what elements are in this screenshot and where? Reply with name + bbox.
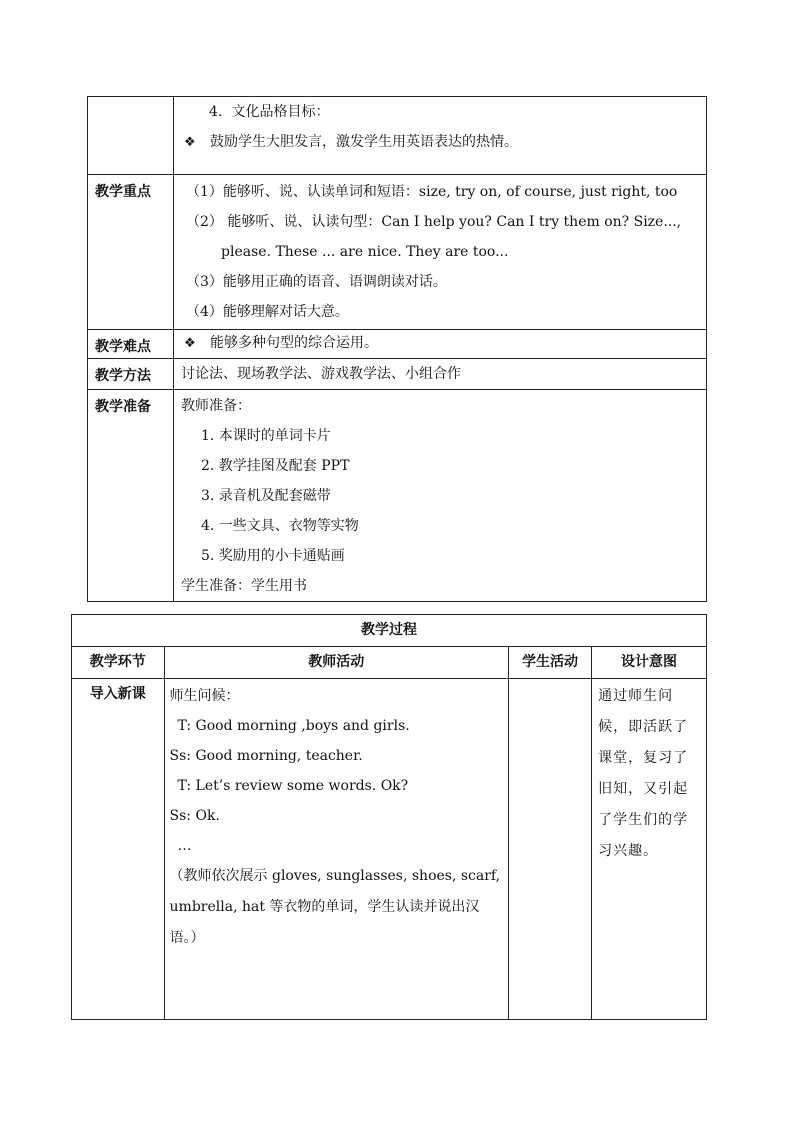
methods-row [88, 359, 707, 390]
table-row [72, 679, 707, 1020]
methods-label: 教学方法 [88, 359, 174, 390]
teacher-line: Ss: Ok. [169, 808, 220, 824]
prep-item: 3. 录音机及配套磁带 [201, 488, 331, 504]
key-point-3: （3）能够用正确的语音、语调朗读对话。 [186, 274, 447, 290]
difficulties-row [88, 330, 707, 359]
methods-content: 讨论法、现场教学法、游戏教学法、小组合作 [174, 359, 707, 390]
prep-item: 4. 一些文具、衣物等实物 [201, 518, 359, 534]
stage-cell: 导入新课 [72, 679, 165, 1020]
goal4-label-cell [88, 97, 174, 175]
teacher-activity-cell [164, 679, 509, 1020]
teacher-line: T: Good morning ,boys and girls. [177, 718, 410, 734]
preparation-row [88, 390, 707, 602]
difficulties-label: 教学难点 [88, 330, 174, 359]
teacher-line: Ss: Good morning, teacher. [169, 748, 363, 764]
col-header-stage: 教学环节 [72, 647, 165, 679]
diamond-bullet-icon: ❖ [184, 336, 196, 351]
goal4-content [174, 97, 707, 175]
key-point-2-cont: please. These ... are nice. They are too... [221, 244, 509, 260]
col-header-teacher: 教师活动 [164, 647, 509, 679]
process-header-row [72, 647, 707, 679]
teacher-line: 师生问候： [169, 688, 240, 704]
goal4-heading: 4. 文化品格目标： [209, 104, 330, 120]
prep-item: 2. 教学挂图及配套 PPT [201, 458, 350, 474]
teaching-process-table [71, 614, 707, 1020]
prep-item: 1. 本课时的单词卡片 [201, 428, 331, 444]
student-activity-cell [509, 679, 592, 1020]
teacher-line: T: Let’s review some words. Ok? [177, 778, 409, 794]
preparation-content [174, 390, 707, 602]
lesson-info-table [87, 96, 707, 602]
teacher-line: （教师依次展示 gloves, sunglasses, shoes, scarf, umbrella, hat 等衣物的单词，学生认读并说出汉语。） [169, 868, 501, 946]
prep-item: 5. 奖励用的小卡通贴画 [201, 548, 345, 564]
col-header-design: 设计意图 [592, 647, 707, 679]
preparation-label: 教学准备 [88, 390, 174, 602]
key-points-label: 教学重点 [88, 175, 174, 330]
key-points-content [174, 175, 707, 330]
teacher-prep-heading: 教师准备： [181, 398, 251, 414]
goal4-bullet: ❖ 鼓励学生大胆发言，激发学生用英语表达的热情。 [181, 127, 700, 158]
process-title: 教学过程 [72, 615, 707, 647]
student-prep: 学生准备：学生用书 [181, 578, 307, 594]
key-point-1: （1）能够听、说、认读单词和短语：size, try on, of course, just right, too [186, 184, 678, 200]
key-point-2: （2） 能够听、说、认读句型：Can I help you? Can I try them on? Size..., [186, 214, 682, 230]
goal4-row [88, 97, 707, 175]
key-points-row [88, 175, 707, 330]
diamond-bullet-icon: ❖ [184, 135, 196, 150]
difficulties-content: ❖ 能够多种句型的综合运用。 [174, 330, 707, 359]
key-point-4: （4）能够理解对话大意。 [186, 304, 349, 320]
process-title-row [72, 615, 707, 647]
design-intent-cell: 通过师生问候，即活跃了课堂，复习了旧知，又引起了学生们的学习兴趣。 [592, 679, 707, 1020]
col-header-student: 学生活动 [509, 647, 592, 679]
teacher-line: … [177, 838, 192, 854]
